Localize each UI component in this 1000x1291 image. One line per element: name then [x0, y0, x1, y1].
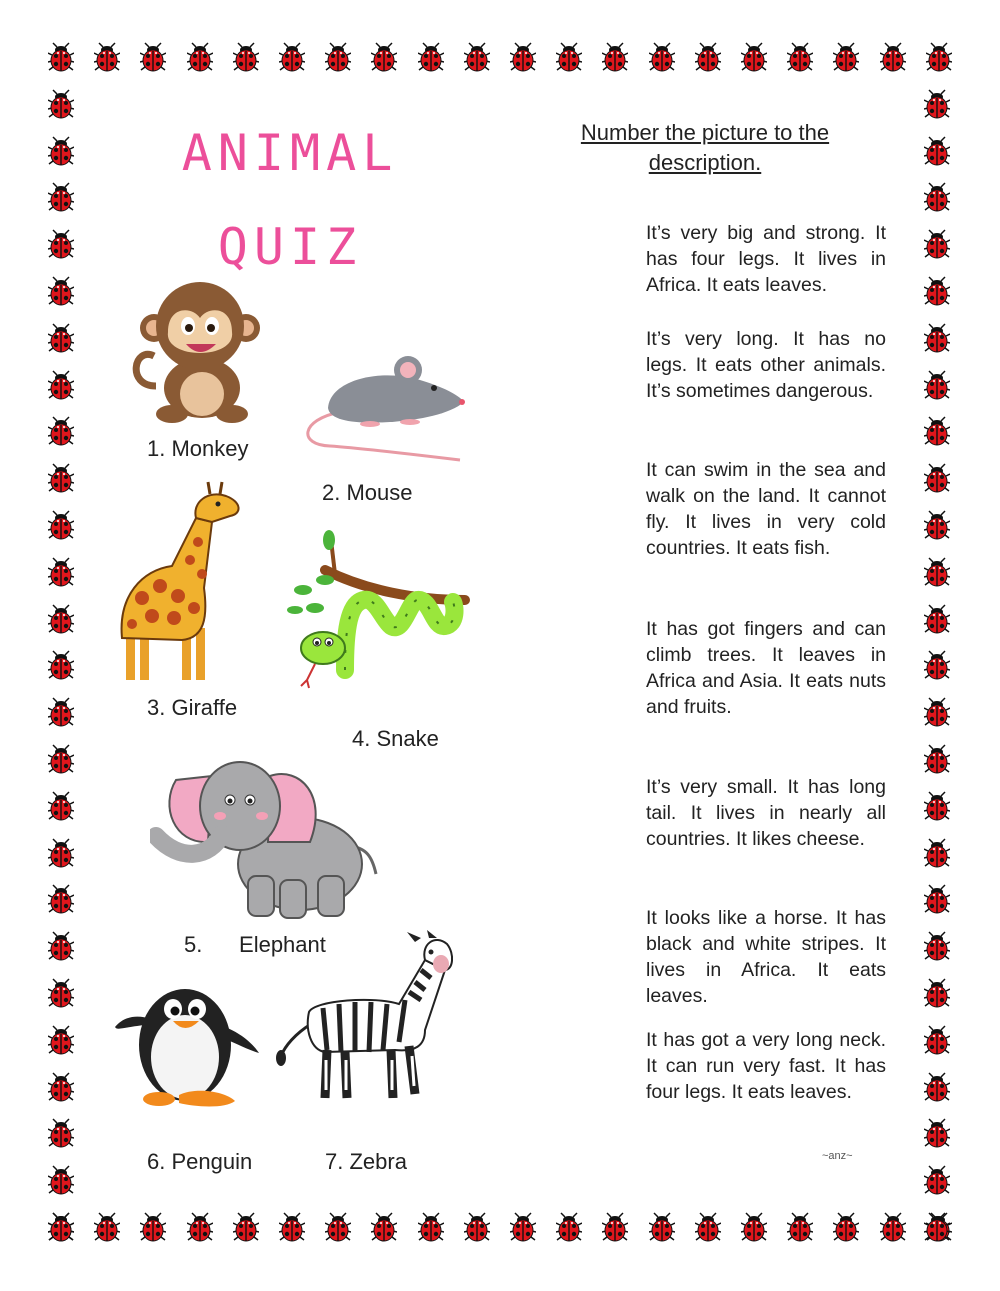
ladybug-icon — [924, 838, 950, 868]
ladybug-icon — [924, 89, 950, 119]
ladybug-icon — [787, 42, 813, 72]
ladybug-icon — [924, 463, 950, 493]
mouse-picture — [300, 350, 470, 470]
ladybug-icon — [325, 42, 351, 72]
ladybug-icon — [924, 276, 950, 306]
monkey-picture — [132, 276, 262, 426]
ladybug-icon — [371, 42, 397, 72]
ladybug-icon — [48, 838, 74, 868]
ladybug-icon — [94, 1212, 120, 1242]
animal-label-elephant: 5. Elephant — [184, 932, 326, 957]
ladybug-icon — [924, 182, 950, 212]
title-line-1: ANIMAL — [181, 124, 399, 182]
ladybug-icon — [187, 1212, 213, 1242]
ladybug-icon — [924, 136, 950, 166]
author-signature: ~anz~ — [822, 1150, 853, 1162]
animal-label-penguin: 6. Penguin — [147, 1149, 253, 1174]
ladybug-icon — [602, 1212, 628, 1242]
ladybug-icon — [924, 323, 950, 353]
ladybug-icon — [833, 42, 859, 72]
ladybug-icon — [48, 604, 74, 634]
ladybug-icon — [94, 42, 120, 72]
ladybug-icon — [48, 510, 74, 540]
ladybug-icon — [924, 744, 950, 774]
description-7: It has got a very long neck. It can run very fast. It has four legs. It eats leaves. — [646, 1029, 886, 1103]
ladybug-icon — [418, 1212, 444, 1242]
ladybug-icon — [418, 42, 444, 72]
ladybug-icon — [787, 1212, 813, 1242]
ladybug-icon — [48, 744, 74, 774]
ladybug-icon — [924, 1118, 950, 1148]
ladybug-icon — [48, 323, 74, 353]
ladybug-icon — [926, 42, 952, 72]
ladybug-icon — [924, 931, 950, 961]
ladybug-icon — [924, 791, 950, 821]
animal-label-monkey: 1. Monkey — [147, 436, 249, 461]
ladybug-icon — [924, 1072, 950, 1102]
ladybug-icon — [556, 1212, 582, 1242]
ladybug-icon — [48, 1025, 74, 1055]
ladybug-icon — [48, 42, 74, 72]
ladybug-icon — [464, 42, 490, 72]
penguin-picture — [115, 975, 260, 1110]
ladybug-icon — [924, 510, 950, 540]
ladybug-icon — [924, 370, 950, 400]
ladybug-icon — [48, 1072, 74, 1102]
ladybug-icon — [48, 1118, 74, 1148]
animal-label-zebra: 7. Zebra — [325, 1149, 407, 1174]
animal-label-giraffe: 3. Giraffe — [147, 695, 238, 720]
ladybug-icon — [556, 42, 582, 72]
ladybug-icon — [48, 931, 74, 961]
ladybug-icon — [48, 370, 74, 400]
ladybug-icon — [741, 1212, 767, 1242]
ladybug-icon — [325, 1212, 351, 1242]
title-line-2: QUIZ — [217, 218, 363, 276]
ladybug-icon — [48, 650, 74, 680]
ladybug-icon — [48, 136, 74, 166]
ladybug-icon — [48, 1165, 74, 1195]
ladybug-icon — [510, 42, 536, 72]
ladybug-icon — [48, 697, 74, 727]
ladybug-icon — [48, 791, 74, 821]
ladybug-icon — [279, 1212, 305, 1242]
ladybug-icon — [924, 1025, 950, 1055]
ladybug-icon — [741, 42, 767, 72]
ladybug-icon — [233, 1212, 259, 1242]
ladybug-icon — [880, 42, 906, 72]
ladybug-icon — [924, 557, 950, 587]
description-1: It’s very big and strong. It has four legs. It lives in Africa. It eats leaves. — [646, 222, 886, 296]
description-3: It can swim in the sea and walk on the land. It cannot fly. It lives in very cold countries. It eats fish. — [646, 459, 886, 559]
ladybug-icon — [924, 229, 950, 259]
ladybug-icon — [924, 650, 950, 680]
description-4: It has got fingers and can climb trees. It leaves in Africa and Asia. It eats nuts and fruits. — [646, 618, 886, 718]
ladybug-icon — [48, 89, 74, 119]
ladybug-icon — [510, 1212, 536, 1242]
animal-label-mouse: 2. Mouse — [322, 480, 413, 505]
ladybug-icon — [48, 1212, 74, 1242]
ladybug-icon — [48, 416, 74, 446]
zebra-picture — [275, 930, 455, 1110]
ladybug-icon — [924, 416, 950, 446]
ladybug-icon — [48, 978, 74, 1008]
ladybug-icon — [602, 42, 628, 72]
description-5: It’s very small. It has long tail. It lives in nearly all countries. It likes cheese. — [646, 776, 886, 850]
ladybug-icon — [649, 42, 675, 72]
ladybug-icon — [924, 697, 950, 727]
ladybug-icon — [48, 884, 74, 914]
ladybug-icon — [140, 42, 166, 72]
giraffe-picture — [112, 478, 247, 683]
ladybug-icon — [924, 604, 950, 634]
ladybug-icon — [695, 42, 721, 72]
ladybug-icon — [48, 276, 74, 306]
description-2: It’s very long. It has no legs. It eats other animals. It’s sometimes dangerous. — [646, 328, 886, 402]
ladybug-icon — [48, 182, 74, 212]
ladybug-icon — [695, 1212, 721, 1242]
elephant-picture — [150, 746, 390, 926]
ladybug-icon — [233, 42, 259, 72]
ladybug-icon — [48, 463, 74, 493]
description-6: It looks like a horse. It has black and white stripes. It lives in Africa. It eats leaves. — [646, 907, 886, 1007]
ladybug-icon — [833, 1212, 859, 1242]
instruction-text: Number the picture to the description. — [580, 120, 830, 175]
ladybug-icon — [649, 1212, 675, 1242]
ladybug-icon — [924, 978, 950, 1008]
ladybug-icon — [187, 42, 213, 72]
ladybug-icon — [279, 42, 305, 72]
ladybug-icon — [924, 1212, 950, 1242]
ladybug-icon — [924, 1165, 950, 1195]
animal-label-snake: 4. Snake — [352, 726, 439, 751]
snake-picture — [285, 530, 470, 695]
ladybug-icon — [880, 1212, 906, 1242]
ladybug-icon — [48, 557, 74, 587]
ladybug-icon — [371, 1212, 397, 1242]
ladybug-icon — [464, 1212, 490, 1242]
ladybug-icon — [48, 229, 74, 259]
ladybug-icon — [140, 1212, 166, 1242]
ladybug-icon — [924, 884, 950, 914]
